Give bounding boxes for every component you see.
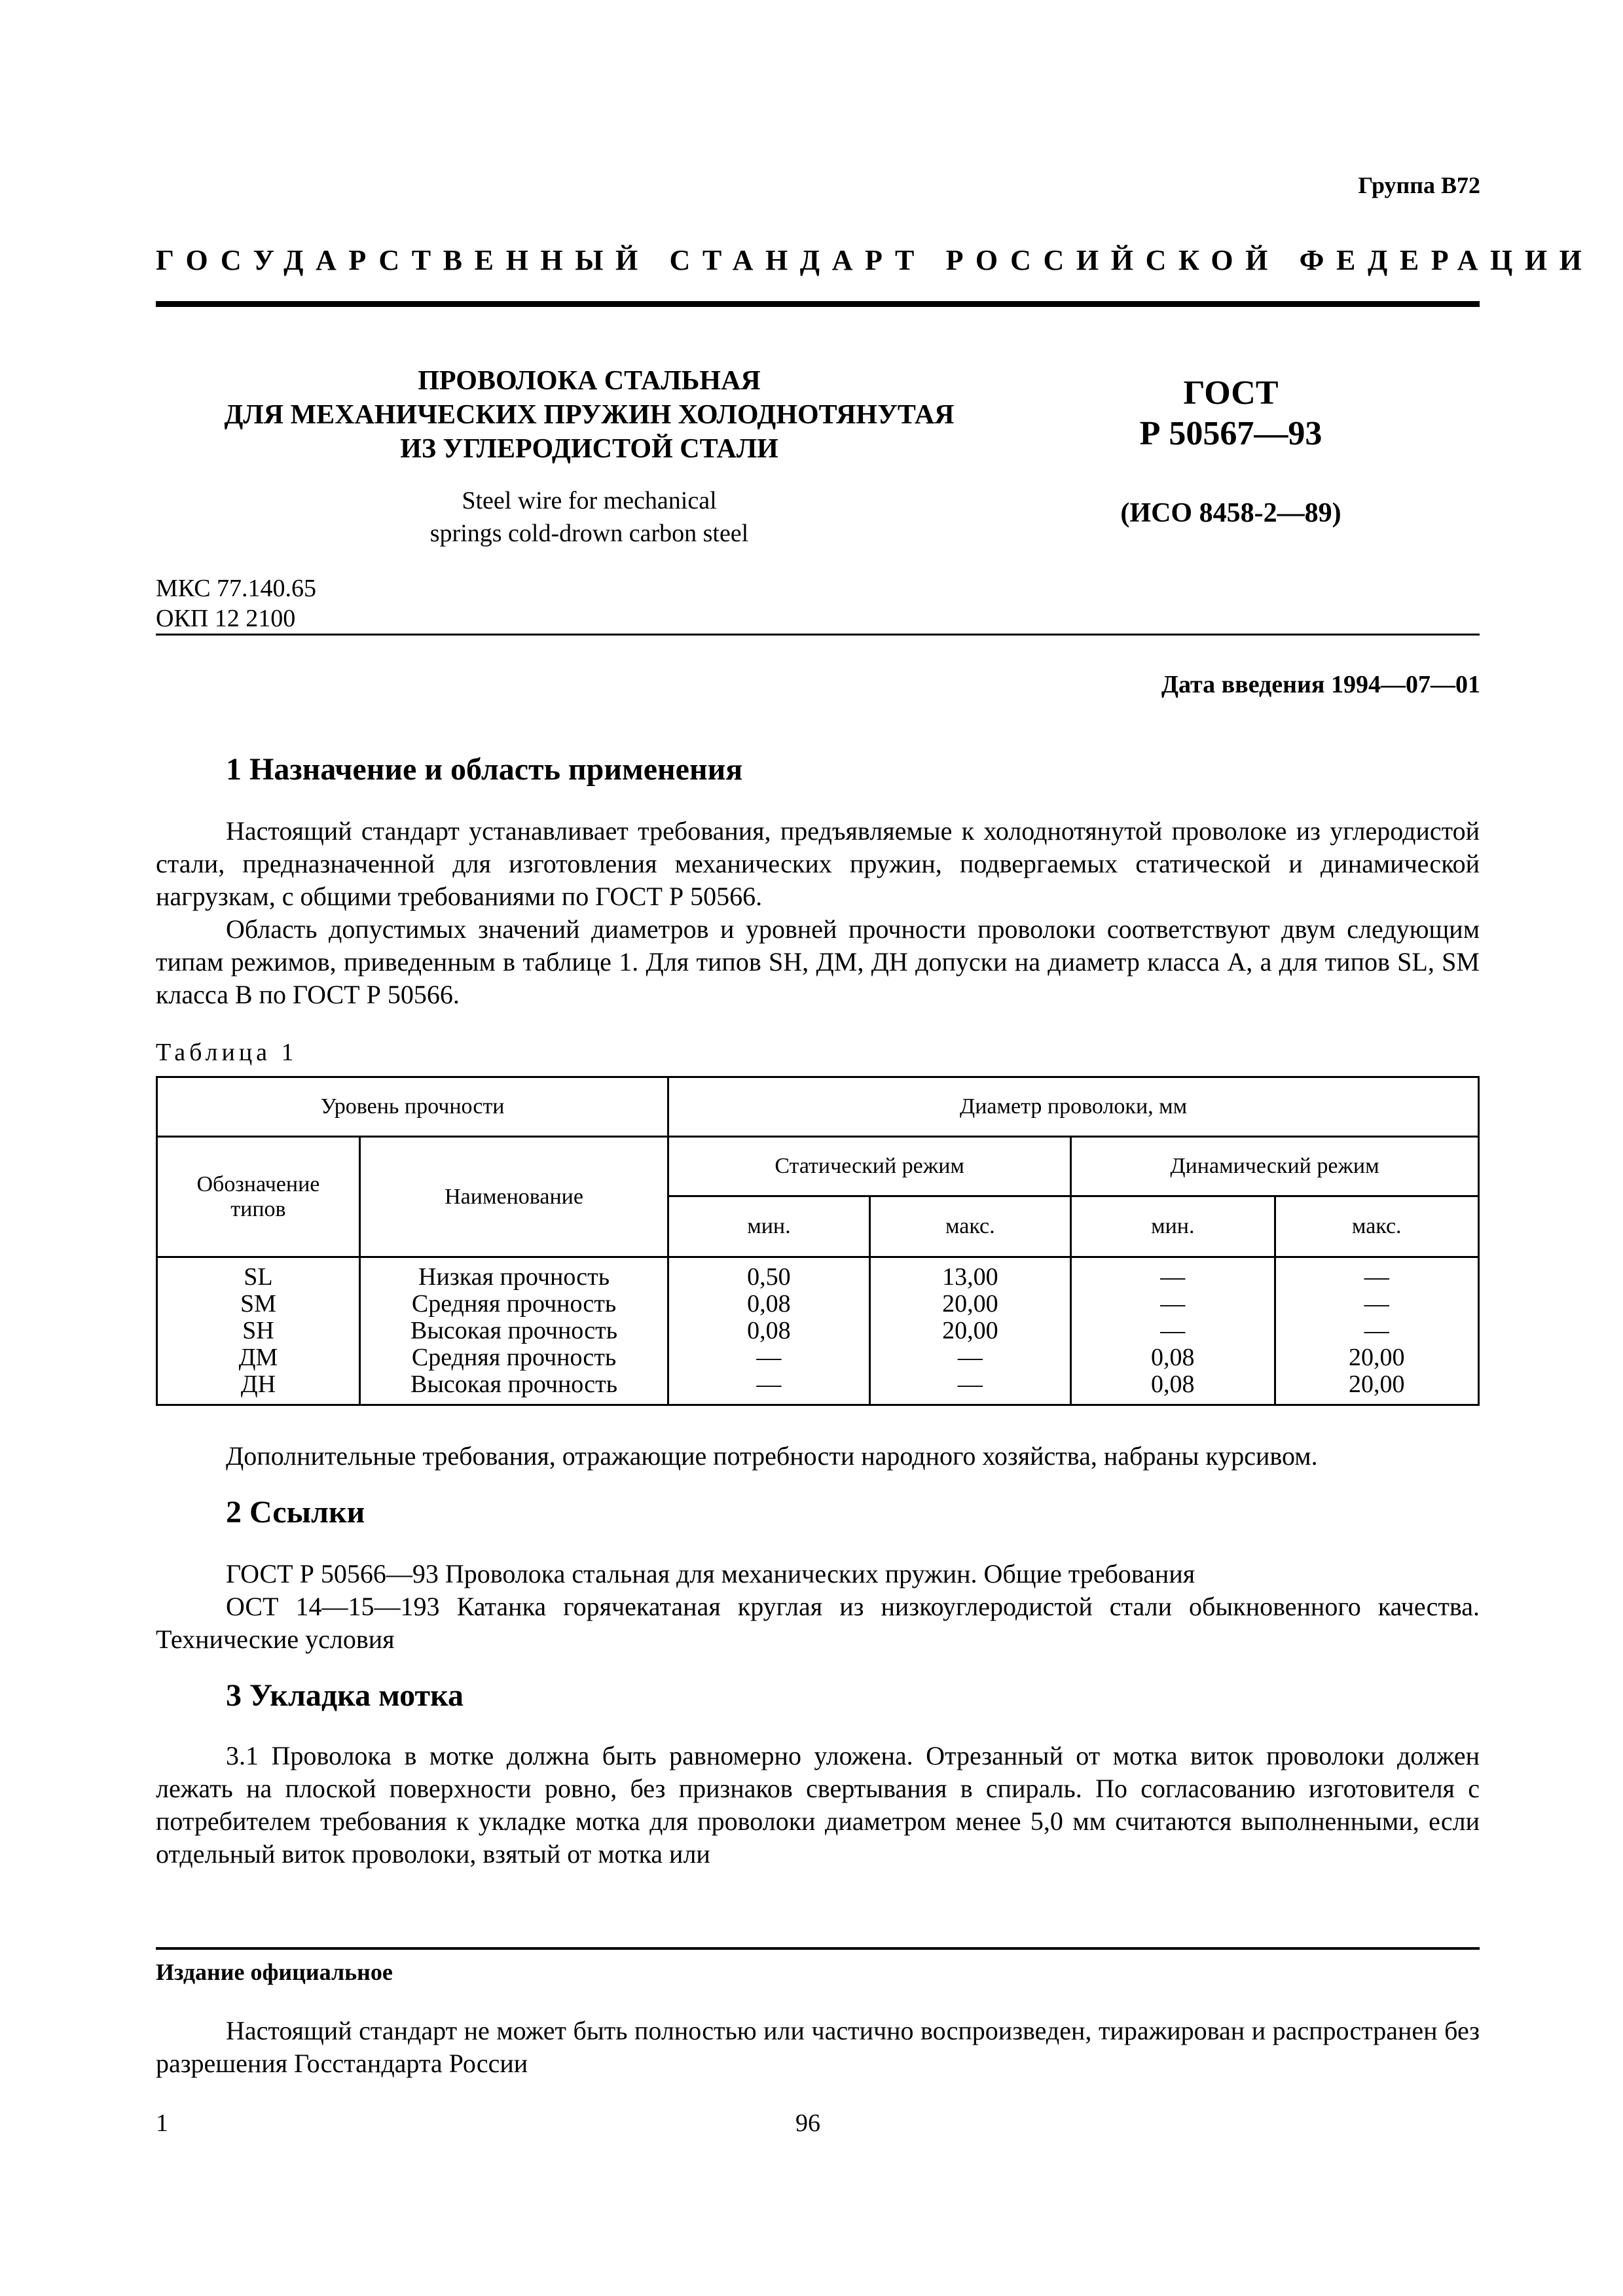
mks-code: МКС 77.140.65 [156, 575, 317, 602]
column-name [359, 1257, 668, 1405]
column-static-max [869, 1257, 1070, 1405]
sheet-number: 1 [156, 2109, 168, 2137]
table-cell: SL [244, 1263, 273, 1291]
table-cell: — [1160, 1290, 1186, 1318]
table-cell: 0,50 [747, 1263, 791, 1291]
column-dynamic-min [1071, 1257, 1275, 1405]
table-cell: Средняя прочность [411, 1344, 617, 1371]
document-title-ru: ПРОВОЛОКА СТАЛЬНАЯ ДЛЯ МЕХАНИЧЕСКИХ ПРУЖИН ХОЛОДНОТЯНУТАЯ ИЗ УГЛЕРОДИСТОЙ СТАЛИ [224, 366, 955, 464]
table-cell: SH [242, 1317, 274, 1344]
table-cell: 0,08 [1151, 1344, 1195, 1371]
column-type [157, 1257, 360, 1405]
introduction-date: Дата введения 1994—07—01 [1161, 671, 1480, 698]
table-cell: — [756, 1344, 782, 1371]
table-cell: Средняя прочность [411, 1290, 617, 1318]
table-cell: 20,00 [942, 1290, 998, 1318]
table-cell: — [1364, 1263, 1389, 1291]
classification-codes [156, 573, 316, 634]
section-3-paragraph-1: 3.1 Проволока в мотке должна быть равномерно уложена. Отрезанный от мотка виток проволоки должен лежать на плоской поверхности ровно, без признаков свертывания в спираль. По согласованию изготовителя с потребителем требования к укладке мотка для проволоки диаметром менее 5,0 мм считаются выполненными, если отдельный виток проволоки, взятый от мотка или [156, 1741, 1480, 1869]
table-cell: — [957, 1371, 983, 1398]
section-2-heading: 2 Ссылки [226, 1495, 365, 1530]
table-cell: Высокая прочность [410, 1317, 618, 1344]
official-edition-label: Издание официальное [156, 1959, 393, 1985]
section-1-paragraph-2: Область допустимых значений диаметров и уровней прочности проволоки соответствуют двум следующим типам режимов, приведенным в таблице 1. Для типов SH, ДМ, ДН допуски на диаметр класса А, а для типов SL, SM класса В по ГОСТ Р 50566. [156, 914, 1480, 1009]
table-cell: ДН [240, 1371, 276, 1398]
table-cell: SM [240, 1290, 276, 1318]
table-cell: 20,00 [942, 1317, 998, 1344]
header-divider [156, 301, 1480, 307]
table-cell: 20,00 [1349, 1344, 1405, 1371]
table-1 [156, 1076, 1480, 1406]
group-code: Группа В72 [1358, 172, 1480, 198]
table-cell: 13,00 [942, 1263, 998, 1291]
codes-divider [156, 634, 1480, 636]
header-static-max: макс. [869, 1196, 1070, 1257]
additional-requirements-note: Дополнительные требования, отражающие потребности народного хозяйства, набраны курсивом. [226, 1441, 1318, 1471]
header-type-designation: Обозначение типов [157, 1137, 360, 1257]
header-wire-diameter: Диаметр проволоки, мм [668, 1077, 1479, 1137]
reference-gost-50566: ГОСТ Р 50566—93 Проволока стальная для механических пружин. Общие требования [226, 1559, 1195, 1588]
table-cell: — [1364, 1317, 1389, 1344]
column-static-min [668, 1257, 869, 1405]
header-name: Наименование [359, 1137, 668, 1257]
page-number: 96 [795, 2109, 820, 2137]
table-cell: 20,00 [1349, 1371, 1405, 1398]
footer-divider [156, 1947, 1480, 1950]
table-cell: 0,08 [1151, 1371, 1195, 1398]
table-cell: Высокая прочность [410, 1371, 618, 1398]
column-dynamic-max [1275, 1257, 1479, 1405]
table-cell: — [1160, 1263, 1186, 1291]
table-body [157, 1257, 1479, 1405]
table-cell: ДМ [238, 1344, 278, 1371]
copyright-notice: Настоящий стандарт не может быть полностью или частично воспроизведен, тиражирован и распространен без разрешения Госстандарта России [156, 2016, 1480, 2078]
iso-reference: (ИСО 8458-2—89) [1120, 498, 1341, 528]
table-cell: — [756, 1371, 782, 1398]
header-static-min: мин. [668, 1196, 869, 1257]
header-static-mode: Статический режим [668, 1137, 1071, 1196]
section-1-heading: 1 Назначение и область применения [226, 752, 743, 787]
section-1-paragraph-1: Настоящий стандарт устанавливает требования, предъявляемые к холоднотянутой проволоке из углеродистой стали, предназначенной для изготовления механических пружин, подвергаемых статической и динамической нагрузкам, с общими требованиями по ГОСТ Р 50566. [156, 816, 1480, 911]
section-3-heading: 3 Укладка мотка [226, 1678, 464, 1713]
table-cell: Низкая прочность [418, 1263, 610, 1291]
table-cell: 0,08 [747, 1290, 791, 1318]
table-cell: — [957, 1344, 983, 1371]
header-strength-level: Уровень прочности [157, 1077, 668, 1137]
gost-number: ГОСТ Р 50567—93 [1139, 374, 1322, 452]
document-title-en: Steel wire for mechanical springs cold-drown carbon steel [429, 487, 749, 547]
header-dynamic-mode: Динамический режим [1071, 1137, 1479, 1196]
header-dynamic-max: макс. [1275, 1196, 1479, 1257]
state-standard-title: ГОСУДАРСТВЕННЫЙ СТАНДАРТ РОССИЙСКОЙ ФЕДЕРАЦИИ [156, 244, 1594, 276]
reference-ost-14-15-193: ОСТ 14—15—193 Катанка горячекатаная круглая из низкоуглеродистой стали обыкновенного качества. Технические условия [156, 1592, 1480, 1654]
table-cell: — [1364, 1290, 1389, 1318]
table-cell: 0,08 [747, 1317, 791, 1344]
table-cell: — [1160, 1317, 1186, 1344]
okp-code: ОКП 12 2100 [156, 605, 296, 632]
table-caption: Таблица 1 [156, 1039, 298, 1066]
header-dynamic-min: мин. [1071, 1196, 1275, 1257]
